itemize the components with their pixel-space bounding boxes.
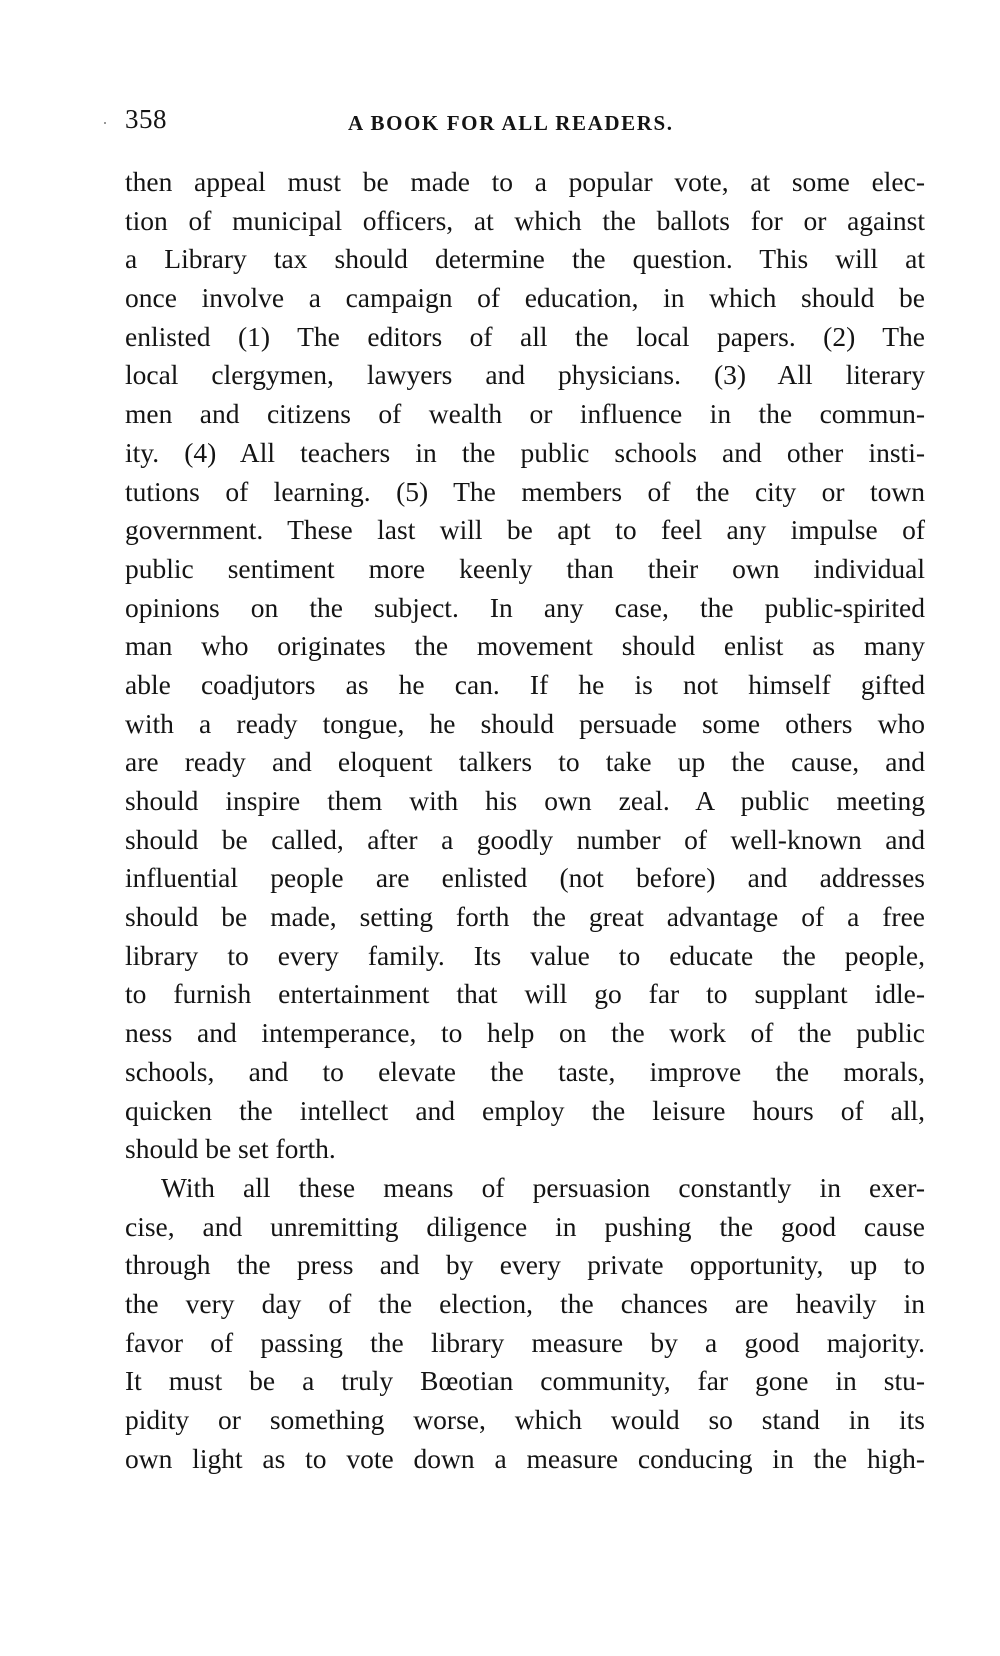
text-line: with a ready tongue, he should persuade some others who [125,707,925,739]
text-line: through the press and by every private opportunity, up to [125,1249,925,1281]
text-line: government. These last will be apt to feel any impulse of [125,514,925,546]
text-line: should be made, setting forth the great advantage of a free [125,901,925,933]
text-line: enlisted (1) The editors of all the local papers. (2) The [125,320,925,352]
text-line: ness and intemperance, to help on the work of the public [125,1017,925,1049]
text-line: favor of passing the library measure by a good majority. [125,1326,925,1358]
page-number: 358 [125,104,167,134]
text-line: tion of municipal officers, at which the ballots for or against [125,204,925,236]
text-line: are ready and eloquent talkers to take up the cause, and [125,746,925,778]
text-line: library to every family. Its value to educate the people, [125,939,925,971]
text-line: able coadjutors as he can. If he is not himself gifted [125,668,925,700]
text-line: quicken the intellect and employ the leisure hours of all, [125,1094,925,1126]
text-line: With all these means of persuasion constantly in exer- [161,1171,925,1203]
text-line: tutions of learning. (5) The members of the city or town [125,475,925,507]
text-line: men and citizens of wealth or influence in the commun- [125,398,925,430]
text-line: a Library tax should determine the question. This will at [125,243,925,275]
text-line: should be set forth. [125,1133,336,1165]
body-text [125,163,925,1478]
text-line: then appeal must be made to a popular vote, at some elec- [125,166,925,197]
text-line: the very day of the election, the chances are heavily in [125,1287,925,1319]
text-line: to furnish entertainment that will go far to supplant idle- [125,978,925,1010]
paragraph [125,1169,925,1479]
text-line: pidity or something worse, which would so stand in its [125,1404,925,1435]
text-line: local clergymen, lawyers and physicians. (3) All literary [125,359,925,391]
text-line: own light as to vote down a measure conducing in the high- [125,1442,925,1474]
text-line: schools, and to elevate the taste, improve the morals, [125,1055,925,1087]
running-head [0,104,1000,144]
text-line: ity. (4) All teachers in the public schools and other insti- [125,436,925,468]
text-line: influential people are enlisted (not before) and addresses [125,862,925,894]
text-line: once involve a campaign of education, in which should be [125,282,925,314]
text-line: should be called, after a goodly number of well-known and [125,823,925,855]
text-line: opinions on the subject. In any case, the public-spirited [125,591,925,623]
text-line: It must be a truly Bœotian community, far gone in stu- [125,1365,925,1397]
text-line: should inspire them with his own zeal. A public meeting [125,785,925,816]
text-line: public sentiment more keenly than their own individual [125,552,925,584]
text-line: cise, and unremitting diligence in pushing the good cause [125,1210,925,1242]
running-title: A BOOK FOR ALL READERS. [348,111,674,135]
paragraph [125,163,925,1169]
text-line: man who originates the movement should enlist as many [125,630,925,662]
